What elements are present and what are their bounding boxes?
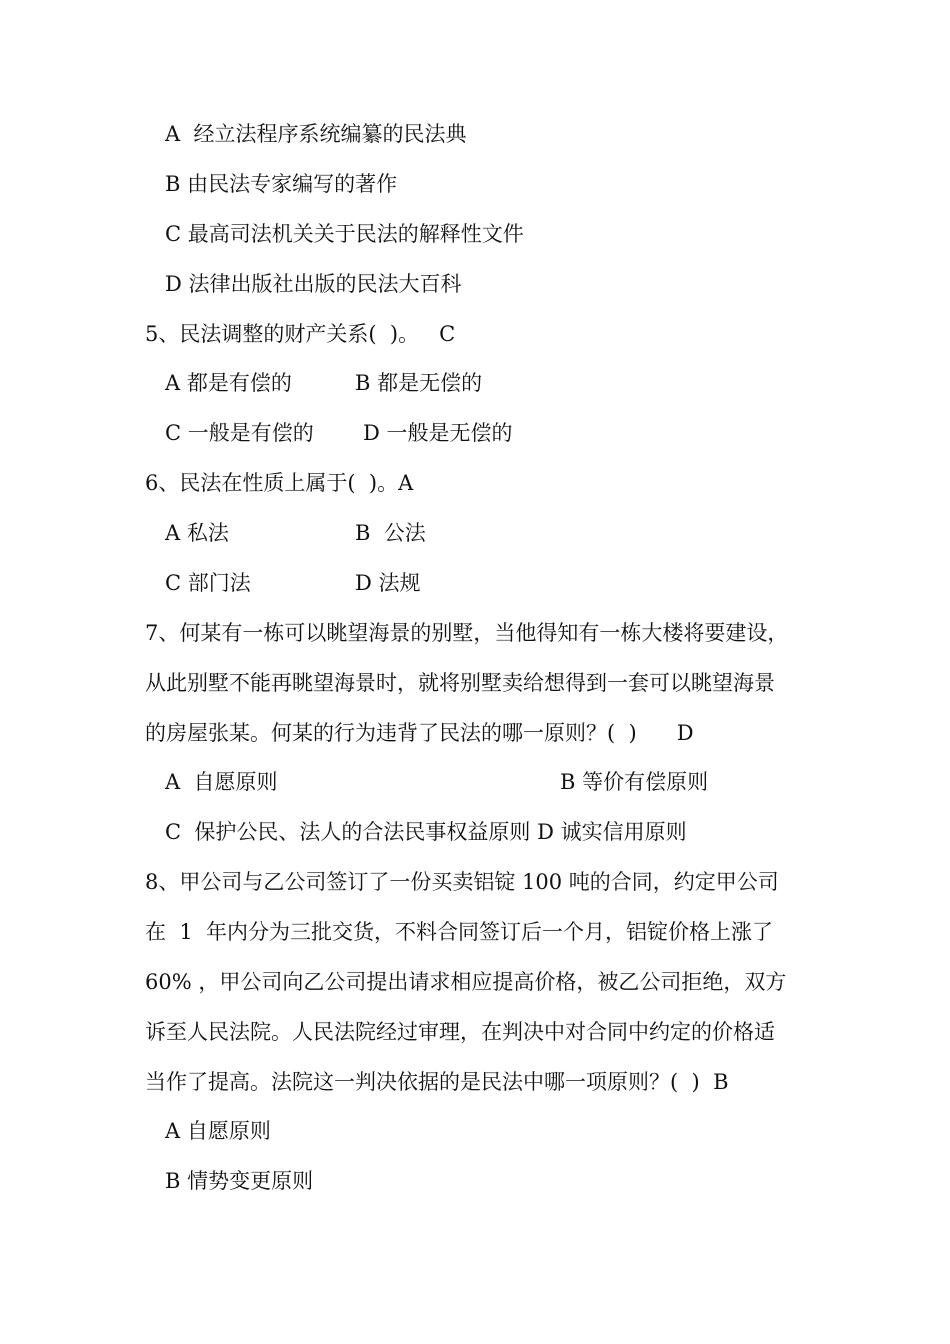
- q8-stem-line: 8、甲公司与乙公司签订了一份买卖铝锭 100 吨的合同，约定甲公司: [145, 870, 779, 894]
- q6-option-b: B 公法: [355, 521, 426, 545]
- q8-option-a: A 自愿原则: [165, 1119, 271, 1143]
- q8-stem-line: 诉至人民法院。人民法院经过审理，在判决中对合同中约定的价格适: [145, 1020, 775, 1044]
- q6-option-c: C 部门法: [165, 571, 251, 595]
- q5-option-d: D 一般是无偿的: [363, 421, 513, 445]
- q7-option-a: A 自愿原则: [165, 770, 278, 794]
- q4-option-c: C 最高司法机关关于民法的解释性文件: [165, 222, 524, 246]
- q8-option-b: B 情势变更原则: [165, 1169, 314, 1193]
- q7-option-cd: C 保护公民、法人的合法民事权益原则 D 诚实信用原则: [165, 820, 687, 844]
- q6-option-a: A 私法: [165, 521, 229, 545]
- q8-stem-line: 60% ，甲公司向乙公司提出请求相应提高价格，被乙公司拒绝，双方: [145, 970, 787, 994]
- q4-option-a: A 经立法程序系统编纂的民法典: [165, 122, 467, 146]
- q4-option-d: D 法律出版社出版的民法大百科: [165, 272, 462, 296]
- q7-stem-line: 7、何某有一栋可以眺望海景的别墅，当他得知有一栋大楼将要建设，: [145, 621, 789, 645]
- q5-option-b: B 都是无偿的: [355, 371, 483, 395]
- q5-option-c: C 一般是有偿的: [165, 421, 314, 445]
- q5-option-a: A 都是有偿的: [165, 371, 292, 395]
- q4-option-b: B 由民法专家编写的著作: [165, 172, 398, 196]
- q6-stem: 6、民法在性质上属于( )。A: [145, 471, 414, 495]
- q7-option-b: B 等价有偿原则: [560, 770, 709, 794]
- q6-option-d: D 法规: [355, 571, 421, 595]
- q7-stem-line: 的房屋张某。何某的行为违背了民法的哪一原则？( ) D: [145, 721, 694, 745]
- q8-stem-line: 当作了提高。法院这一判决依据的是民法中哪一项原则？( ) B: [145, 1070, 729, 1094]
- q8-stem-line: 在 1 年内分为三批交货，不料合同签订后一个月，铝锭价格上涨了: [145, 920, 774, 944]
- q5-stem: 5、民法调整的财产关系( )。 C: [145, 322, 456, 346]
- q7-stem-line: 从此别墅不能再眺望海景时，就将别墅卖给想得到一套可以眺望海景: [145, 671, 775, 695]
